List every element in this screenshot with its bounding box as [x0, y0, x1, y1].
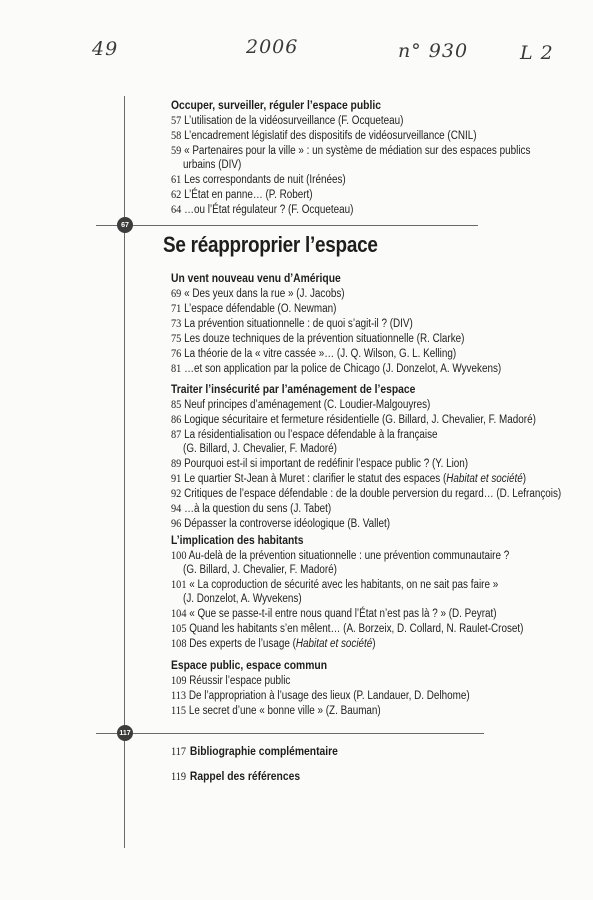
toc-entry[interactable]: 92 Critiques de l’espace défendable : de la double perversion du regard… (D. Lefrançois): [171, 486, 562, 500]
toc-entry[interactable]: 73 La prévention situationnelle : de quoi s’agit-il ? (DIV): [171, 316, 413, 330]
page-marker-67: 67: [117, 217, 133, 233]
toc-entry-continuation: (G. Billard, J. Chevalier, F. Madoré): [183, 443, 337, 455]
toc-entry[interactable]: 87 La résidentialisation ou l’espace défendable à la française: [171, 427, 438, 441]
toc-entry[interactable]: 108 Des experts de l’usage (Habitat et société): [171, 636, 376, 650]
section-title: Un vent nouveau venu d’Amérique: [171, 271, 341, 285]
toc-entry-continuation: urbains (DIV): [183, 159, 242, 171]
toc-entry[interactable]: 109 Réussir l’espace public: [171, 673, 291, 687]
toc-entry[interactable]: 85 Neuf principes d’aménagement (C. Loudier-Malgouyres): [171, 397, 431, 411]
section-vent-nouveau: [171, 271, 581, 376]
toc-entry[interactable]: 76 La théorie de la « vitre cassée »… (J. Q. Wilson, G. L. Kelling): [171, 346, 457, 360]
section-title: Traiter l’insécurité par l’aménagement de l’espace: [171, 382, 416, 396]
toc-entry[interactable]: 69 « Des yeux dans la rue » (J. Jacobs): [171, 286, 345, 300]
toc-entry[interactable]: 115 Le secret d’une « bonne ville » (Z. Bauman): [171, 703, 381, 717]
toc-entry[interactable]: 57 L’utilisation de la vidéosurveillance (F. Ocqueteau): [171, 113, 404, 127]
handwritten-code: L 2: [520, 42, 554, 64]
toc-entry[interactable]: 86 Logique sécuritaire et fermeture résidentielle (G. Billard, J. Chevalier, F. Madoré): [171, 412, 536, 426]
section-espace-commun: [171, 658, 581, 718]
section-title: L’implication des habitants: [171, 533, 304, 547]
toc-entry[interactable]: 89 Pourquoi est-il si important de redéfinir l’espace public ? (Y. Lion): [171, 456, 469, 470]
toc-entry[interactable]: 62 L’État en panne… (P. Robert): [171, 187, 313, 201]
toc-entry[interactable]: 64 …ou l’État régulateur ? (F. Ocqueteau): [171, 202, 354, 216]
toc-entry[interactable]: 91 Le quartier St-Jean à Muret : clarifier le statut des espaces (Habitat et société): [171, 471, 527, 485]
handwritten-page-number: 49: [92, 38, 119, 60]
toc-entry[interactable]: 113 De l’appropriation à l’usage des lieux (P. Landauer, D. Delhome): [171, 688, 470, 702]
toc-entry-continuation: (J. Donzelot, A. Wyvekens): [183, 593, 302, 605]
section-amenagement: [171, 382, 581, 531]
section-title: Espace public, espace commun: [171, 658, 328, 672]
handwritten-issue-number: n° 930: [398, 40, 469, 62]
toc-entry-references[interactable]: 119 Rappel des références: [171, 769, 301, 783]
section-occuper: [171, 98, 581, 217]
page-marker-117: 117: [117, 725, 133, 741]
toc-entry[interactable]: 96 Dépasser la controverse idéologique (B. Vallet): [171, 516, 391, 530]
toc-entry-bibliographie[interactable]: 117 Bibliographie complémentaire: [171, 744, 338, 758]
toc-entry[interactable]: 101 « La coproduction de sécurité avec les habitants, on ne sait pas faire »: [171, 577, 499, 591]
toc-entry[interactable]: 94 …à la question du sens (J. Tabet): [171, 501, 332, 515]
toc-entry[interactable]: 104 « Que se passe-t-il entre nous quand l’État n’est pas là ? » (D. Peyrat): [171, 606, 497, 620]
toc-entry[interactable]: 75 Les douze techniques de la prévention situationnelle (R. Clarke): [171, 331, 465, 345]
horizontal-rule-2: [96, 733, 484, 734]
toc-entry-continuation: (G. Billard, J. Chevalier, F. Madoré): [183, 564, 337, 576]
toc-entry[interactable]: 81 …et son application par la police de Chicago (J. Donzelot, A. Wyvekens): [171, 361, 502, 375]
toc-entry[interactable]: 61 Les correspondants de nuit (Irénées): [171, 172, 346, 186]
toc-entry[interactable]: 71 L’espace défendable (O. Newman): [171, 301, 337, 315]
toc-entry[interactable]: 58 L’encadrement législatif des dispositifs de vidéosurveillance (CNIL): [171, 128, 477, 142]
section-title: Occuper, surveiller, réguler l’espace public: [171, 98, 381, 112]
toc-entry[interactable]: 59 « Partenaires pour la ville » : un système de médiation sur des espaces publics: [171, 143, 531, 157]
chapter-title: Se réapproprier l’espace: [163, 232, 378, 257]
section-implication: [171, 533, 581, 651]
toc-entry[interactable]: 100 Au-delà de la prévention situationnelle : une prévention communautaire ?: [171, 548, 510, 562]
handwritten-year: 2006: [246, 36, 299, 58]
horizontal-rule-1: [96, 225, 478, 226]
toc-entry[interactable]: 105 Quand les habitants s’en mêlent… (A. Borzeix, D. Collard, N. Raulet-Croset): [171, 621, 524, 635]
